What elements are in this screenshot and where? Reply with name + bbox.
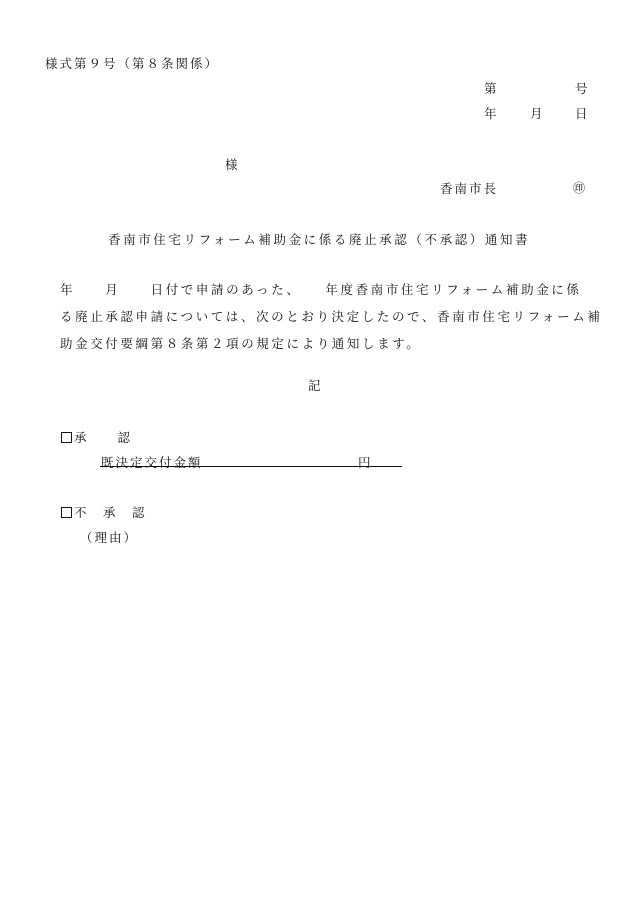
approve-option[interactable] [61,428,132,446]
reject-checkbox[interactable] [61,507,72,518]
body-line-1: 年 月 日付で申請のあった、 年度香南市住宅リフォーム補助金に係 [60,282,582,297]
issuer-name: 香南市長 [440,181,499,196]
date-day-label: 日 [575,106,590,121]
reject-option[interactable] [61,503,147,521]
approve-label: 承 認 [74,430,133,445]
document-title: 香南市住宅リフォーム補助金に係る廃止承認（不承認）通知書 [108,232,531,247]
yen-unit: 円 [358,455,373,470]
date-month-label: 月 [530,106,545,121]
form-number: 様式第９号（第８条関係） [45,56,220,71]
addressee-honorific: 様 [225,157,240,172]
document-number-prefix: 第 [484,81,499,96]
amount-underline [100,466,402,467]
body-line-2: る廃止承認申請については、次のとおり決定したので、香南市住宅リフォーム補 [60,309,603,324]
body-text [60,276,603,357]
date-year-label: 年 [484,106,499,121]
ki-heading: 記 [308,378,323,393]
reject-label: 不 承 認 [74,505,147,520]
reason-label: （理由） [80,530,139,545]
seal-mark: ㊞ [573,181,588,195]
approve-checkbox[interactable] [61,432,72,443]
document-number-suffix: 号 [575,81,590,96]
body-line-3: 助金交付要綱第８条第２項の規定により通知します。 [60,336,422,351]
amount-label: 既決定交付金額 [101,455,203,470]
